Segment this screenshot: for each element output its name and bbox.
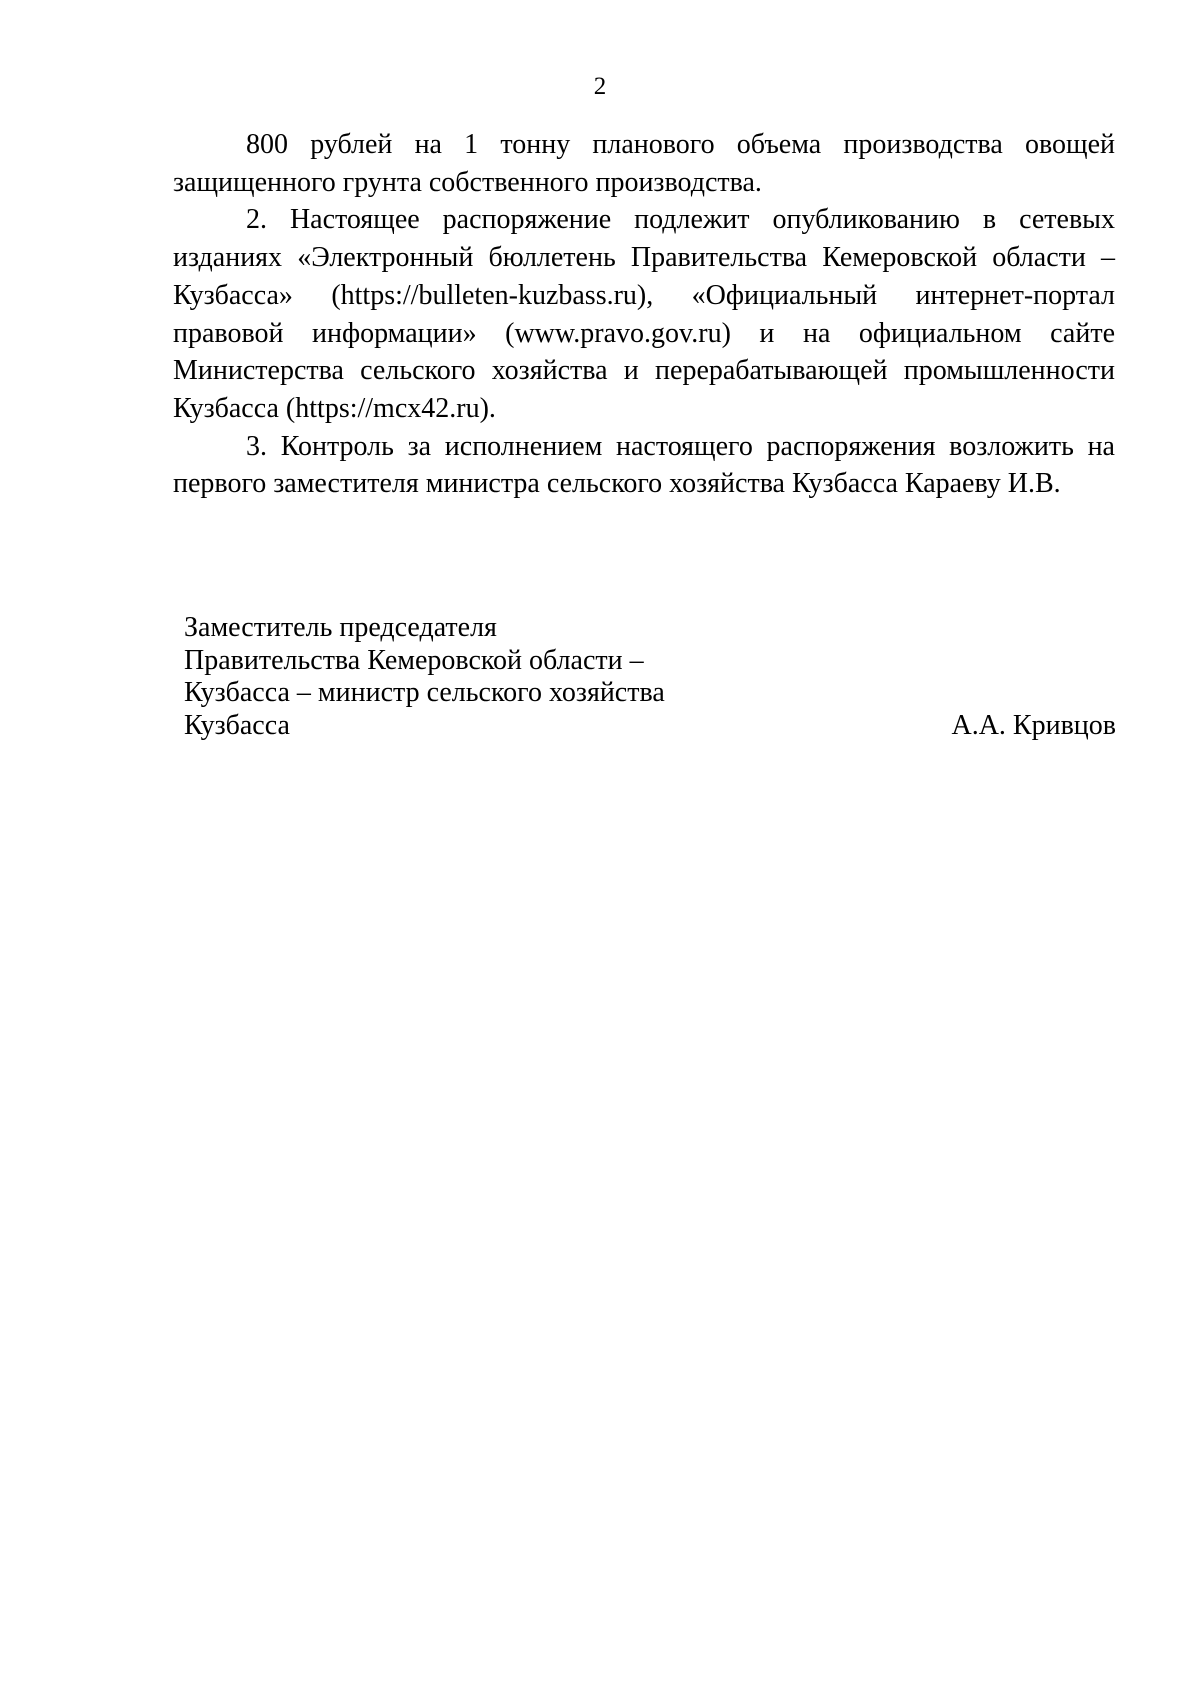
paragraph-publication: 2. Настоящее распоряжение подлежит опубликованию в сетевых изданиях «Электронный бюллетень Правительства Кемеровской области – Кузбасса» (https://bulleten-kuzbass.ru), «Официальный интернет-портал правовой информации» (www.pravo.gov.ru) и на официальном сайте Министерства сельского хозяйства и перерабатывающей промышленности Кузбасса (https://mcx42.ru). [173,204,1115,424]
signatory-position-line: Кузбасса [184,709,290,741]
page-number: 2 [593,73,607,100]
signature-final-line [184,710,1116,743]
signatory-position-line: Правительства Кемеровской области – [184,644,644,676]
paragraph-tariff-continuation: 800 рублей на 1 тонну планового объема производства овощей защищенного грунта собственного производства. [173,129,1115,198]
signatory-name: А.А. Кривцов [951,709,1116,741]
signatory-position-line: Заместитель председателя [184,612,497,643]
signature-block [184,612,1116,742]
paragraph-control: 3. Контроль за исполнением настоящего распоряжения возложить на первого заместителя министра сельского хозяйства Кузбасса Караеву И.В. [173,430,1115,500]
document-body [173,126,1115,503]
signatory-position-line: Кузбасса – министр сельского хозяйства [184,677,665,708]
